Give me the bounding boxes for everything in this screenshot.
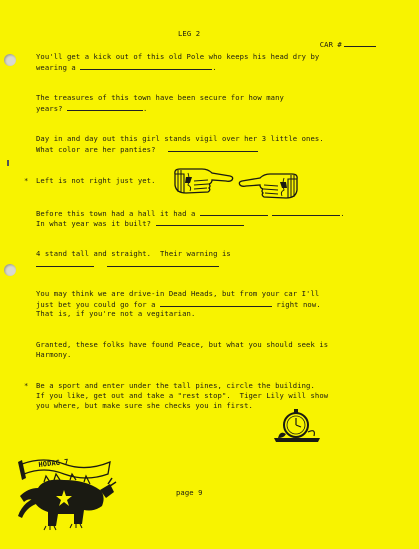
clue-2-line-1: The treasures of this town have been secure for how many bbox=[36, 93, 284, 102]
clue-7-answer-field[interactable] bbox=[160, 299, 272, 307]
clue-3-prefix: What color are her panties? bbox=[36, 145, 156, 154]
clue-7-prefix: just bet you could go for a bbox=[36, 300, 156, 309]
clue-1-prefix: wearing a bbox=[36, 63, 76, 72]
stopwatch-icon bbox=[272, 408, 322, 444]
page-number: page 9 bbox=[176, 488, 203, 497]
clue-8-line-2: Harmony. bbox=[36, 350, 72, 359]
clue-5-suffix: . bbox=[340, 209, 345, 218]
clue-4-line-1: Left is not right just yet. bbox=[36, 176, 156, 185]
clue-2-line-2 bbox=[36, 103, 147, 114]
clue-9-star: * bbox=[24, 381, 29, 390]
clue-2-answer-field[interactable] bbox=[67, 103, 143, 111]
leg-label: LEG 2 bbox=[178, 29, 201, 38]
clue-1-line-1: You'll get a kick out of this old Pole who keeps his head dry by bbox=[36, 52, 320, 61]
car-number-field[interactable] bbox=[344, 39, 376, 47]
binder-hole-bottom bbox=[4, 264, 16, 276]
clue-1-suffix: . bbox=[212, 63, 217, 72]
clue-1-answer-field[interactable] bbox=[80, 62, 212, 70]
clue-6-line-2 bbox=[36, 259, 219, 270]
clue-4-star: * bbox=[24, 176, 29, 185]
clue-5-answer-field-a[interactable] bbox=[200, 208, 268, 216]
clue-6-answer-field-a[interactable] bbox=[36, 259, 94, 267]
clue-3-line-2 bbox=[36, 144, 258, 155]
clue-7-suffix: right now. bbox=[276, 300, 321, 309]
clue-6-line-1: 4 stand tall and straight. Their warning is bbox=[36, 249, 231, 258]
clue-9-line-2: If you like, get out and take a "rest stop". Tiger Lily will show bbox=[36, 391, 329, 400]
clue-2-suffix: . bbox=[143, 104, 148, 113]
clue-5-answer-field-b[interactable] bbox=[272, 208, 340, 216]
clue-2-prefix: years? bbox=[36, 104, 63, 113]
clue-5-year-field[interactable] bbox=[156, 218, 244, 226]
pointing-hand-left-icon bbox=[238, 170, 300, 200]
clue-6-answer-field-b[interactable] bbox=[107, 259, 219, 267]
clue-9-line-3: you where, but make sure she checks you in first. bbox=[36, 401, 253, 410]
hodag-flag-text: HODAG 7 bbox=[38, 457, 69, 469]
binder-mark bbox=[7, 160, 9, 166]
clue-7-line-1: You may think we are drive-in Dead Heads, but from your car I'll bbox=[36, 289, 320, 298]
pointing-hand-right-icon bbox=[172, 165, 234, 195]
clue-3-answer-field[interactable] bbox=[168, 144, 258, 152]
clue-5-line-2 bbox=[36, 218, 244, 229]
clue-3-line-1: Day in and day out this girl stands vigil over her 3 little ones. bbox=[36, 134, 324, 143]
clue-9-line-1: Be a sport and enter under the tall pines, circle the building. bbox=[36, 381, 315, 390]
clue-7-line-3: That is, if you're not a vegitarian. bbox=[36, 309, 196, 318]
clue-5-prefix: Before this town had a hall it had a bbox=[36, 209, 196, 218]
clue-1-line-2 bbox=[36, 62, 217, 73]
binder-hole-top bbox=[4, 54, 16, 66]
clue-8-line-1: Granted, these folks have found Peace, but what you should seek is bbox=[36, 340, 329, 349]
clue-5-year-prefix: In what year was it built? bbox=[36, 219, 152, 228]
car-label-text: CAR # bbox=[319, 40, 342, 49]
